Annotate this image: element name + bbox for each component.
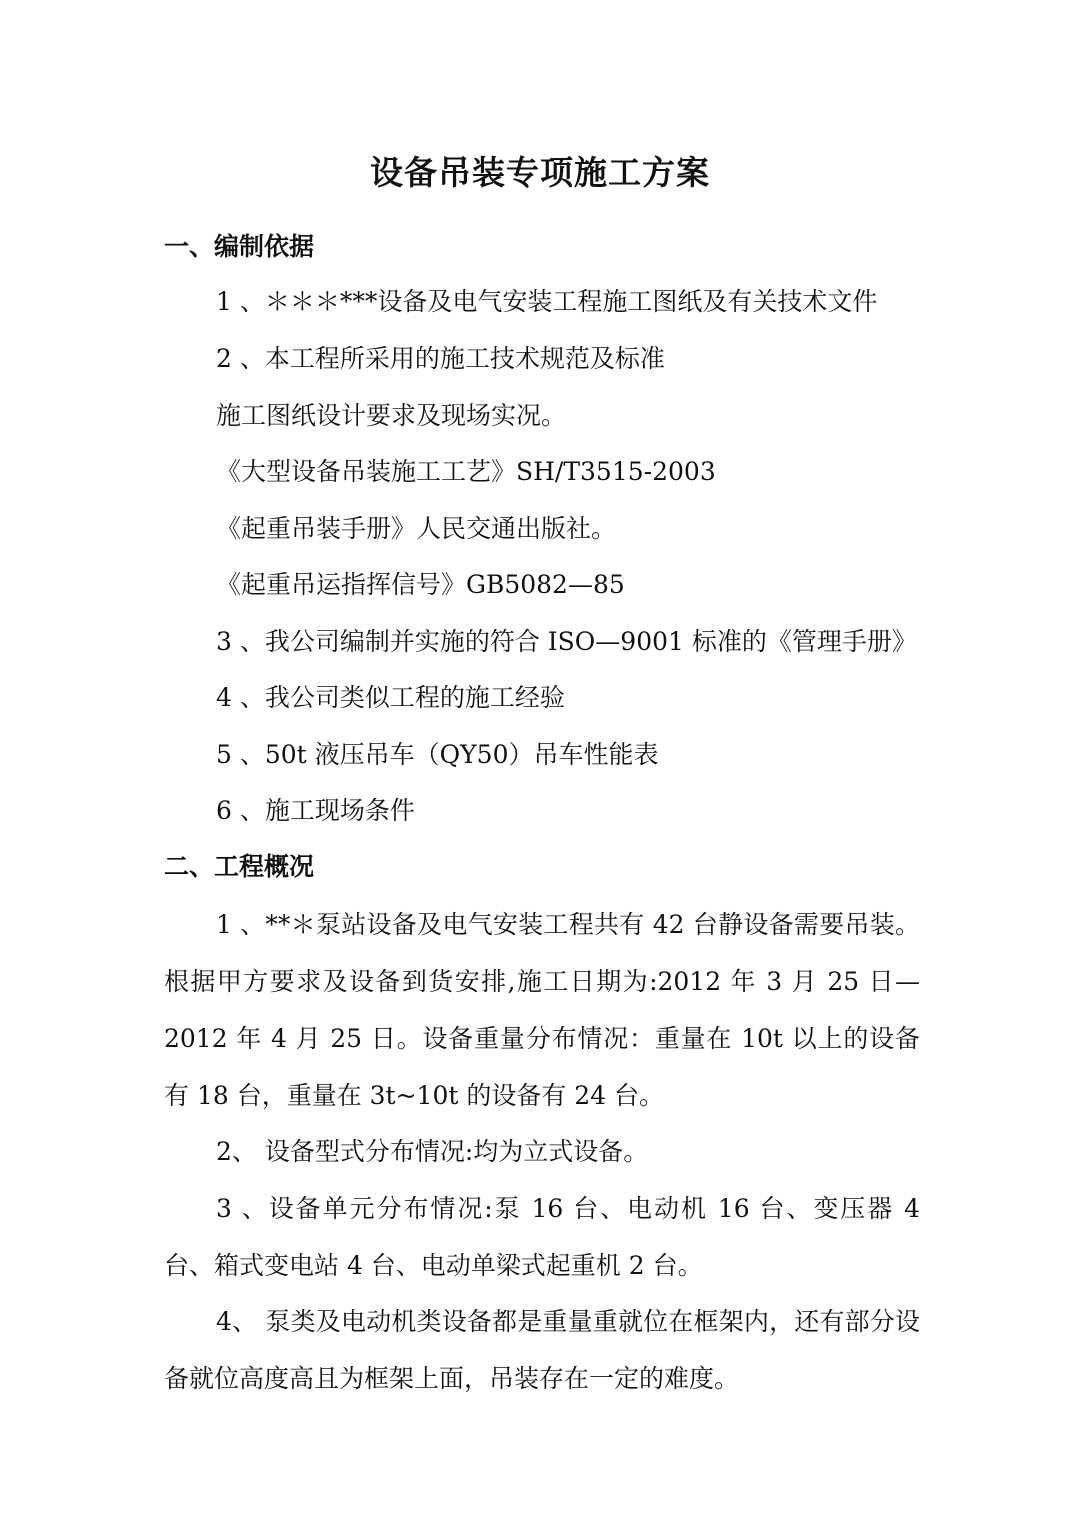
basis-item-standard-gb: 《起重吊运指挥信号》GB5082—85: [216, 570, 625, 599]
section-heading-basis: 一、编制依据: [164, 232, 315, 261]
basis-item-2: 2 、本工程所采用的施工技术规范及标准: [216, 344, 665, 373]
overview-paragraph-2: 2、 设备型式分布情况:均为立式设备。: [216, 1137, 649, 1166]
section-heading-overview: 二、工程概况: [164, 852, 315, 881]
basis-item-4: 4 、我公司类似工程的施工经验: [216, 683, 565, 712]
basis-item-3: 3 、我公司编制并实施的符合 ISO—9001 标准的《管理手册》: [216, 627, 917, 656]
overview-paragraph-1: 1 、**＊泵站设备及电气安装工程共有 42 台静设备需要吊装。根据甲方要求及设备到货安排,施工日期为:2012 年 3 月 25 日—2012 年 4 月 25 日。设备重量分布情况：重量在 10t 以上的设备有 18 台，重量在 3t~10t 的设备有 24 台。: [164, 910, 920, 1110]
basis-item-5: 5 、50t 液压吊车（QY50）吊车性能表: [216, 740, 659, 769]
basis-item-drawings: 施工图纸设计要求及现场实况。: [216, 401, 567, 430]
overview-paragraph-3: 3 、设备单元分布情况:泵 16 台、电动机 16 台、变压器 4 台、箱式变电站 4 台、电动单梁式起重机 2 台。: [164, 1194, 920, 1280]
basis-item-6: 6 、施工现场条件: [216, 796, 415, 825]
basis-item-1: 1 、＊＊＊***设备及电气安装工程施工图纸及有关技术文件: [216, 287, 878, 316]
basis-item-standard-sh: 《大型设备吊装施工工艺》SH/T3515-2003: [216, 457, 716, 486]
document-title: 设备吊装专项施工方案: [370, 153, 710, 192]
basis-item-handbook: 《起重吊装手册》人民交通出版社。: [216, 514, 617, 543]
overview-paragraph-4: 4、 泵类及电动机类设备都是重量重就位在框架内，还有部分设备就位高度高且为框架上面，吊装存在一定的难度。: [164, 1307, 920, 1393]
